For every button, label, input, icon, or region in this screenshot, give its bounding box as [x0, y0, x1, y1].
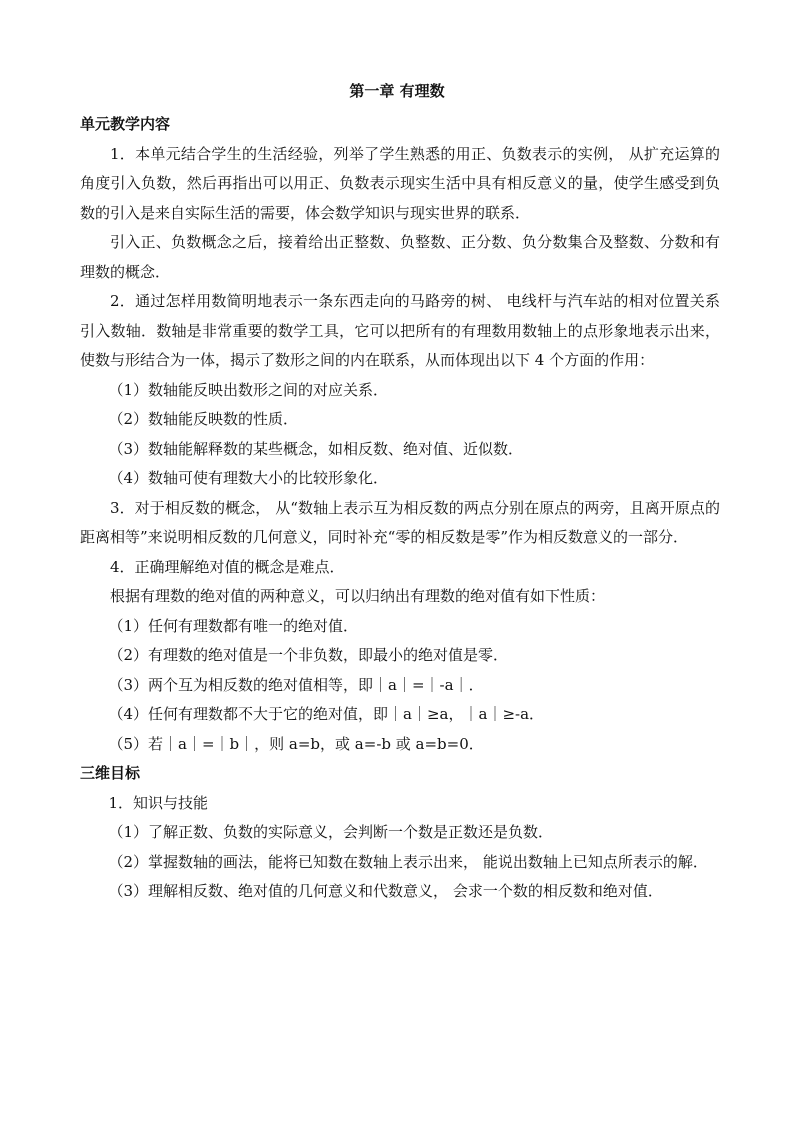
- abs-item-4: （4）任何有理数都不大于它的绝对值，即｜a｜≥a，｜a｜≥-a．: [108, 705, 545, 723]
- axis-item-4: （4）数轴可使有理数大小的比较形象化．: [108, 469, 389, 487]
- section-heading-unit-content: 单元教学内容: [80, 115, 171, 133]
- abs-item-5: （5）若｜a｜=｜b｜，则 a=b，或 a=-b 或 a=b=0．: [108, 734, 484, 753]
- axis-item-3: （3）数轴能解释数的某些概念，如相反数、绝对值、近似数．: [108, 439, 524, 458]
- paragraph-6: 根据有理数的绝对值的两种意义，可以归纳出有理数的绝对值有如下性质：: [110, 587, 606, 605]
- axis-item-2: （2）数轴能反映数的性质．: [108, 410, 299, 428]
- abs-item-3: （3）两个互为相反数的绝对值相等，即｜a｜=｜-a｜．: [108, 675, 484, 694]
- axis-item-1: （1）数轴能反映出数形之间的对应关系．: [108, 380, 389, 399]
- abs-item-1: （1）任何有理数都有唯一的绝对值．: [108, 616, 359, 635]
- document-body: [80, 110, 720, 907]
- goal-item-2: （2）掌握数轴的画法，能将已知数在数轴上表示出来， 能说出数轴上已知点所表示的解．: [108, 852, 708, 871]
- abs-item-2: （2）有理数的绝对值是一个非负数，即最小的绝对值是零．: [108, 646, 509, 664]
- goal-subheading-knowledge: 1．知识与技能: [108, 793, 209, 812]
- chapter-title: 第一章 有理数: [349, 82, 445, 100]
- paragraph-3: 2．通过怎样用数简明地表示一条东西走向的马路旁的树、 电线杆与汽车站的相对位置关系引入数轴．数轴是非常重要的数学工具，它可以把所有的有理数用数轴上的点形象地表示出来，使数与形结合为一体，揭示了数形之间的内在联系，从而体现出以下 4 个方面的作用：: [80, 292, 720, 369]
- section-heading-three-goals: 三维目标: [80, 764, 141, 782]
- goal-item-1: （1）了解正数、负数的实际意义，会判断一个数是正数还是负数．: [108, 823, 554, 841]
- paragraph-4: 3．对于相反数的概念， 从“数轴上表示互为相反数的两点分别在原点的两旁，且离开原点的距离相等”来说明相反数的几何意义，同时补充“零的相反数是零”作为相反数意义的一部分．: [80, 498, 720, 546]
- goal-item-3: （3）理解相反数、绝对值的几何意义和代数意义， 会求一个数的相反数和绝对值．: [108, 882, 663, 900]
- paragraph-5: 4．正确理解绝对值的概念是难点．: [110, 557, 345, 576]
- paragraph-2: 引入正、负数概念之后，接着给出正整数、负整数、正分数、负分数集合及整数、分数和有理数的概念．: [80, 233, 720, 281]
- paragraph-1: 1．本单元结合学生的生活经验，列举了学生熟悉的用正、负数表示的实例， 从扩充运算的角度引入负数，然后再指出可以用正、负数表示现实生活中具有相反意义的量，使学生感受到负数的引入是来自实际生活的需要，体会数学知识与现实世界的联系．: [80, 144, 720, 222]
